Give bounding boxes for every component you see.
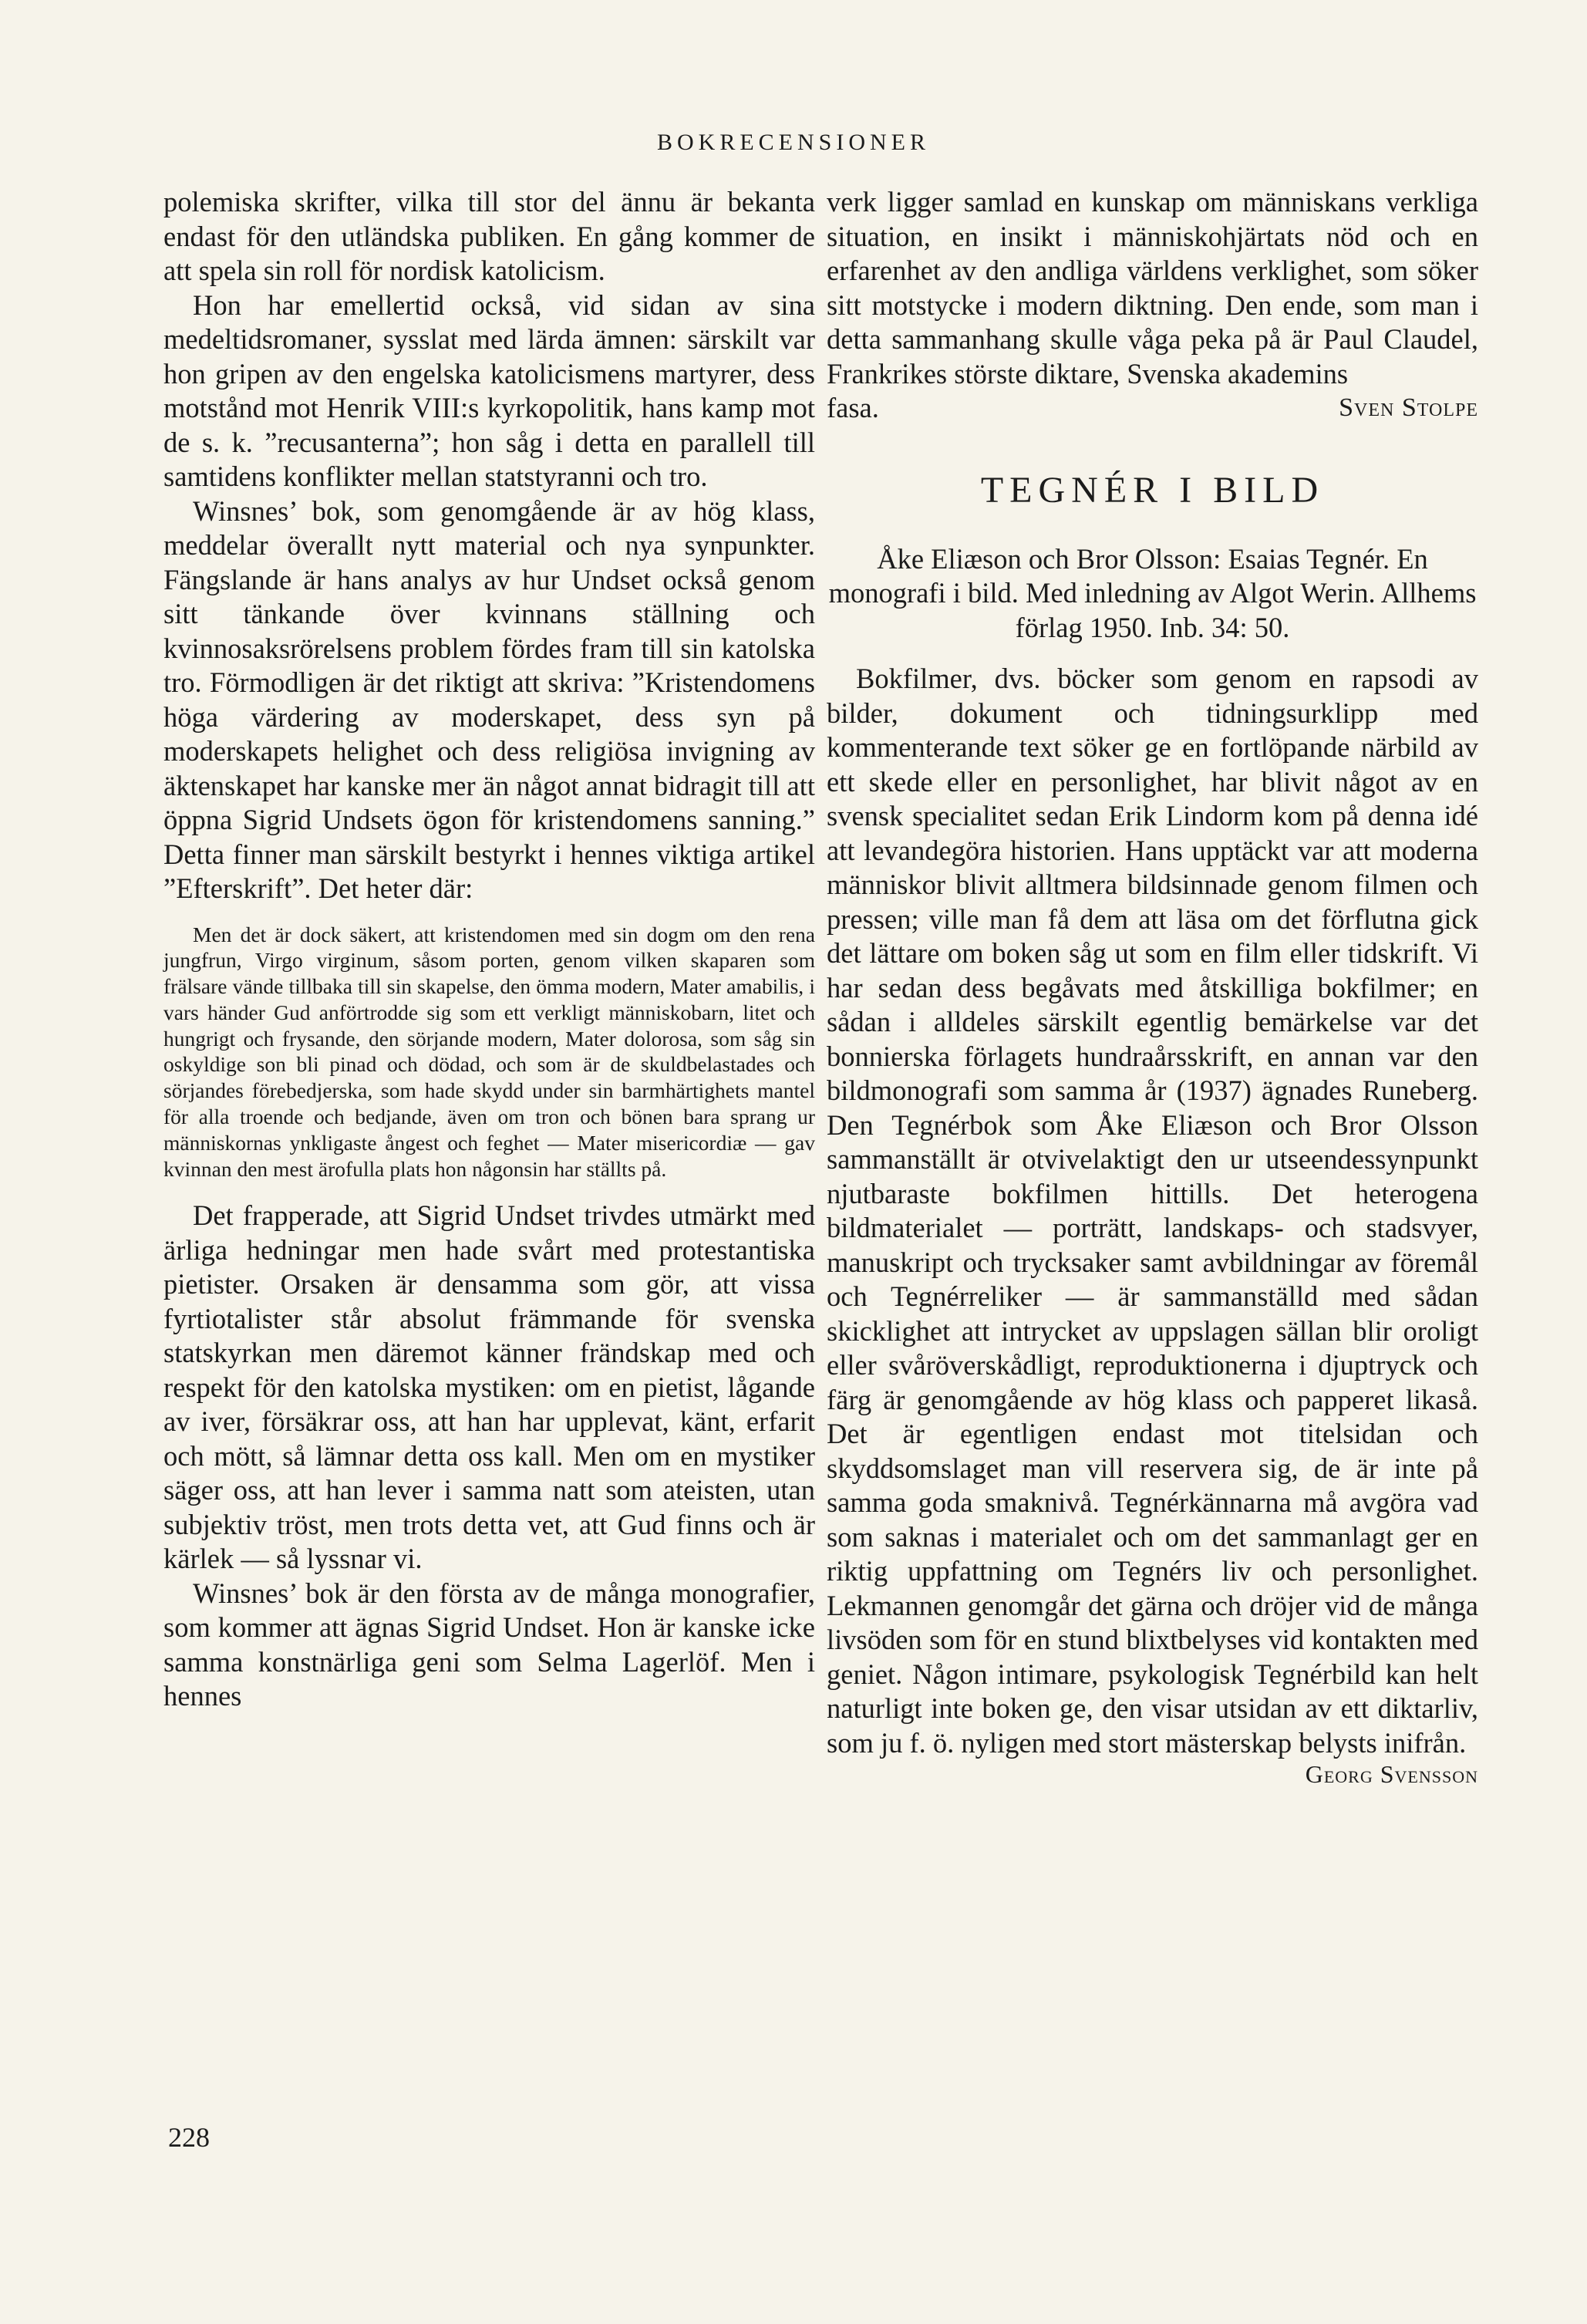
page-number: 228 bbox=[168, 2122, 210, 2153]
paragraph-end: fasa. bbox=[827, 392, 879, 423]
left-column bbox=[163, 185, 815, 1714]
paragraph: Bokfilmer, dvs. böcker som genom en rapsodi av bilder, dokument och tidningsurklipp med kommenterande text söker ge en fortlöpande närbild av ett skede eller en personlighet, har blivit något av en svensk specialitet sedan Erik Lindorm kom på denna idé att levandegöra historien. Hans upptäckt var att moderna människor blivit alltmera bildsinnade genom filmen och pressen; ville man få dem att läsa om det förflutna gick det lättare om boken såg ut som en film eller tidskrift. Vi har sedan dess begåvats med åtskilliga bokfilmer; en sådan i alldeles särskilt egentlig bemärkelse var det bonnierska förlagets hundraårsskrift, en annan var den bildmonografi som samma år (1937) ägnades Runeberg. Den Tegnérbok som Åke Eliæson och Bror Olsson sammanställt är otvivelaktigt den ur utseendessynpunkt njutbaraste bokfilmen hittills. Det heterogena bildmaterialet — porträtt, landskaps- och stadsvyer, manuskript och trycksaker samt avbildningar av föremål och Tegnérreliker — är sammanställd med sådan skicklighet att intrycket av uppslagen sällan blir oroligt eller svåröverskådligt, reproduktionerna i djuptryck och färg är genomgående av hög klass och papperet likaså. Det är egentligen endast mot titelsidan och skyddsomslaget man vill reservera sig, de är inte på samma goda smaknivå. Tegnérkännarna må avgöra vad som saknas i materialet och om det sammanlagt ger en riktig uppfattning om Tegnérs liv och personlighet. Lekmannen genomgår det gärna och dröjer vid de många livsöden som för en stund blixtbelyses vid kontakten med geniet. Någon intimare, psykologisk Tegnérbild kan helt naturligt inte boken ge, den visar utsidan av ett diktarliv, som ju f. ö. nyligen med stort mästerskap belysts inifrån. bbox=[827, 663, 1478, 1759]
block-quote: Men det är dock säkert, att kristendomen med sin dogm om den rena jungfrun, Virgo virginum, såsom porten, genom vilken skaparen som frälsare vände tillbaka till sin skapelse, den ömma modern, Mater amabilis, i vars händer Gud anförtrodde sig som ett verkligt människobarn, litet och hungrigt och frysande, den sörjande modern, Mater dolorosa, som såg sin oskyldige son bli pinad och dödad, och som är de skuldbelastades och sörjandes förebedjerska, som hade skydd under sin barmhärtighets mantel för alla troende och bedjande, även om tron och bönen bara sprang ur människornas ynkligaste ångest och feghet — Mater misericordiæ — gav kvinnan den mest ärofulla plats hon någonsin har ställts på. bbox=[163, 922, 815, 1181]
author-signature: Georg Svensson bbox=[1305, 1760, 1478, 1788]
paragraph: Winsnes’ bok är den första av de många monografier, som kommer att ägnas Sigrid Undset. Hon är kanske icke samma konstnärliga geni som Selma Lagerlöf. Men i hennes bbox=[163, 1577, 815, 1712]
author-signature: Sven Stolpe bbox=[1339, 393, 1478, 422]
paragraph: polemiska skrifter, vilka till stor del ännu är bekanta endast för den utländska publiken. En gång kommer de att spela sin roll för nordisk katolicism. bbox=[163, 186, 815, 286]
running-head: BOKRECENSIONER bbox=[656, 130, 930, 155]
paragraph: Hon har emellertid också, vid sidan av sina medeltidsromaner, sysslat med lärda ämnen: särskilt var hon gripen av den engelska katolicismens martyrer, dess motstånd mot Henrik VIII:s kyrkopolitik, hans kamp mot de s. k. ”recusanterna”; hon såg i detta en parallell till samtidens konflikter mellan statstyranni och tro. bbox=[163, 288, 815, 492]
right-column bbox=[827, 185, 1478, 1789]
paragraph: verk ligger samlad en kunskap om människans verkliga situation, en insikt i människohjärtats nöd och en erfarenhet av den andliga världens verklighet, som söker sitt motstycke i modern diktning. Den ende, som man i detta sammanhang skulle våga peka på är Paul Claudel, Frankrikes störste diktare, Svenska akademins bbox=[827, 186, 1478, 390]
review-title: TEGNÉR I BILD bbox=[980, 469, 1325, 511]
bibliographic-entry: Åke Eliæson och Bror Olsson: Esaias Tegnér. En monografi i bild. Med inledning av Algot Werin. Allhems förlag 1950. Inb. 34: 50. bbox=[828, 542, 1477, 643]
closing-line bbox=[827, 391, 1478, 426]
paragraph: Det frapperade, att Sigrid Undset trivdes utmärkt med ärliga hedningar men hade svårt med protestantiska pietister. Orsaken är densamma som gör, att vissa fyrtiotalister står absolut främmande för svenska statskyrkan men däremot känner frändskap med och respekt för den katolska mystiken: om en pietist, lågande av iver, försäkrar oss, att han har upplevat, känt, erfarit och mött, så lämnar detta oss kall. Men om en mystiker säger oss, att han lever i samma natt som ateisten, utan subjektiv tröst, men trots detta vet, att Gud finns och är kärlek — så lyssnar vi. bbox=[163, 1199, 815, 1575]
paragraph: Winsnes’ bok, som genomgående är av hög klass, meddelar överallt nytt material och nya synpunkter. Fängslande är hans analys av hur Undset också genom sitt tänkande över kvinnans ställning och kvinnosaksrörelsens problem fördes fram till sin katolska tro. Förmodligen är det riktigt att skriva: ”Kristendomens höga värdering av moderskapet, dess syn på moderskapets helighet och dess religiösa invigning av äktenskapet har kanske mer än något annat bidragit till att öppna Sigrid Undsets ögon för kristendomens sanning.” Detta finner man särskilt bestyrkt i hennes viktiga artikel ”Efterskrift”. Det heter där: bbox=[163, 494, 815, 904]
